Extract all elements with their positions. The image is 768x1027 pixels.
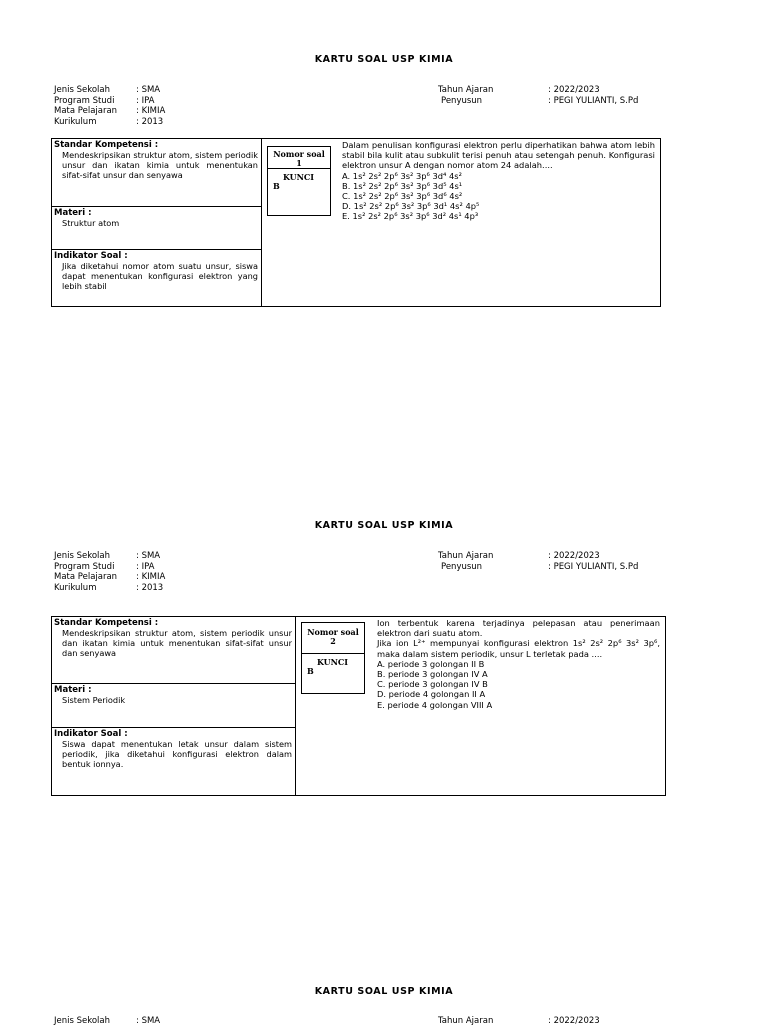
option-a: A. periode 3 golongan II B	[377, 658, 485, 669]
meta-value: : KIMIA	[136, 572, 166, 582]
materi-heading: Materi :	[54, 208, 92, 218]
option-c: C. periode 3 golongan IV B	[377, 679, 488, 690]
card-1-title: KARTU SOAL USP KIMIA	[314, 54, 454, 65]
meta-value: : PEGI YULIANTI, S.Pd	[548, 95, 639, 106]
card-1-question	[342, 140, 655, 222]
card-1-table	[51, 138, 661, 307]
meta-label: Mata Pelajaran	[54, 106, 118, 116]
nomor-soal-cell	[268, 147, 330, 169]
meta-value: : 2013	[136, 582, 164, 593]
option-b: B. periode 3 golongan IV A	[377, 669, 488, 680]
kunci-cell	[268, 169, 330, 191]
kunci-label: KUNCI	[316, 657, 349, 667]
question-intro: Ion terbentuk karena terjadinya pelepasan atau penerimaan elektron dari suatu atom.	[377, 618, 660, 639]
question-text: Jika ion L²⁺ mempunyai konfigurasi elektron 1s² 2s² 2p⁶ 3s² 3p⁶, maka dalam sistem periodik, unsur L terletak pada ....	[377, 638, 660, 659]
nomor-soal-cell	[302, 623, 364, 654]
card-2-title: KARTU SOAL USP KIMIA	[314, 520, 454, 531]
indikator-section	[52, 249, 261, 307]
meta-label: Tahun Ajaran	[438, 1016, 494, 1026]
card-1-nomor-box	[267, 146, 331, 216]
meta-label: Penyusun	[441, 561, 483, 572]
meta-value: : PEGI YULIANTI, S.Pd	[548, 561, 639, 572]
standar-kompetensi-heading: Standar Kompetensi :	[54, 618, 159, 628]
materi-text: Struktur atom	[62, 218, 120, 228]
meta-value: : 2013	[136, 116, 164, 127]
option-a: A. 1s² 2s² 2p⁶ 3s² 3p⁶ 3d⁴ 4s²	[342, 170, 462, 181]
option-e: E. 1s² 2s² 2p⁶ 3s² 3p⁶ 3d² 4s¹ 4p³	[342, 211, 479, 222]
standar-kompetensi-text: Mendeskripsikan struktur atom, sistem periodik unsur dan ikatan kimia untuk menentukan sifat-sifat unsur dan senyawa	[62, 628, 292, 658]
card-2-meta-left	[54, 551, 165, 593]
meta-value: : SMA	[136, 1016, 161, 1026]
option-e: E. periode 4 golongan VIII A	[377, 699, 493, 710]
nomor-soal-label: Nomor soal	[307, 627, 359, 637]
option-c: C. 1s² 2s² 2p⁶ 3s² 3p⁶ 3d⁶ 4s²	[342, 191, 463, 202]
materi-section	[52, 683, 295, 728]
standar-kompetensi-text: Mendeskripsikan struktur atom, sistem periodik unsur dan ikatan kimia untuk menentukan sifat-sifat unsur dan senyawa	[62, 150, 258, 180]
indikator-heading: Indikator Soal :	[54, 729, 128, 739]
card-1-left-column	[52, 139, 262, 306]
card-2-question	[377, 618, 660, 710]
indikator-heading: Indikator Soal :	[54, 251, 128, 261]
meta-label: Mata Pelajaran	[54, 572, 118, 582]
indikator-text: Jika diketahui nomor atom suatu unsur, siswa dapat menentukan konfigurasi elektron yang lebih stabil	[62, 261, 258, 291]
card-3-meta-right	[438, 1016, 600, 1027]
indikator-text: Siswa dapat menentukan letak unsur dalam sistem periodik, jika diketahui konfigurasi elektron dalam bentuk ionnya.	[62, 739, 292, 769]
meta-value: : KIMIA	[136, 106, 166, 116]
meta-value: : 2022/2023	[548, 551, 600, 561]
question-text: Dalam penulisan konfigurasi elektron perlu diperhatikan bahwa atom lebih stabil bila kulit atau subkulit terisi penuh atau setengah penuh. Konfigurasi elektron unsur A dengan nomor atom 24 adalah....	[342, 140, 655, 171]
materi-heading: Materi :	[54, 685, 92, 695]
standar-kompetensi-section	[52, 617, 295, 683]
meta-value: : SMA	[136, 85, 161, 95]
kunci-value: B	[307, 666, 314, 676]
nomor-soal-value: 2	[330, 636, 336, 646]
meta-label: Jenis Sekolah	[54, 85, 111, 95]
kunci-label: KUNCI	[282, 172, 315, 182]
meta-label: Jenis Sekolah	[54, 1016, 111, 1026]
card-3-title: KARTU SOAL USP KIMIA	[314, 986, 454, 997]
option-d: D. 1s² 2s² 2p⁶ 3s² 3p⁶ 3d¹ 4s² 4p⁵	[342, 201, 480, 212]
meta-label: Penyusun	[441, 95, 483, 106]
card-2-meta-right	[438, 551, 638, 572]
standar-kompetensi-heading: Standar Kompetensi :	[54, 140, 159, 150]
meta-label: Program Studi	[54, 561, 115, 572]
meta-label: Tahun Ajaran	[438, 551, 494, 561]
meta-value: : SMA	[136, 551, 161, 561]
meta-label: Tahun Ajaran	[438, 85, 494, 95]
card-1-meta-right	[438, 85, 638, 106]
meta-label: Jenis Sekolah	[54, 551, 111, 561]
card-3-meta-left	[54, 1016, 160, 1027]
kunci-value: B	[273, 181, 280, 191]
nomor-soal-value: 1	[296, 158, 302, 168]
meta-value: : IPA	[136, 95, 155, 106]
meta-value: : 2022/2023	[548, 85, 600, 95]
option-d: D. periode 4 golongan II A	[377, 689, 486, 700]
materi-text: Sistem Periodik	[62, 695, 126, 705]
card-2-nomor-box	[301, 622, 365, 694]
standar-kompetensi-section	[52, 139, 261, 206]
option-b: B. 1s² 2s² 2p⁶ 3s² 3p⁶ 3d⁵ 4s¹	[342, 180, 463, 191]
kunci-cell	[302, 654, 364, 676]
card-2-left-column	[52, 617, 296, 795]
meta-value: : IPA	[136, 561, 155, 572]
meta-label: Program Studi	[54, 95, 115, 106]
indikator-section	[52, 727, 295, 796]
card-1-meta-left	[54, 85, 165, 127]
materi-section	[52, 206, 261, 250]
nomor-soal-label: Nomor soal	[273, 149, 325, 159]
meta-label: Kurikulum	[54, 116, 97, 127]
card-2-table	[51, 616, 666, 796]
meta-value: : 2022/2023	[548, 1016, 600, 1026]
meta-label: Kurikulum	[54, 582, 97, 593]
